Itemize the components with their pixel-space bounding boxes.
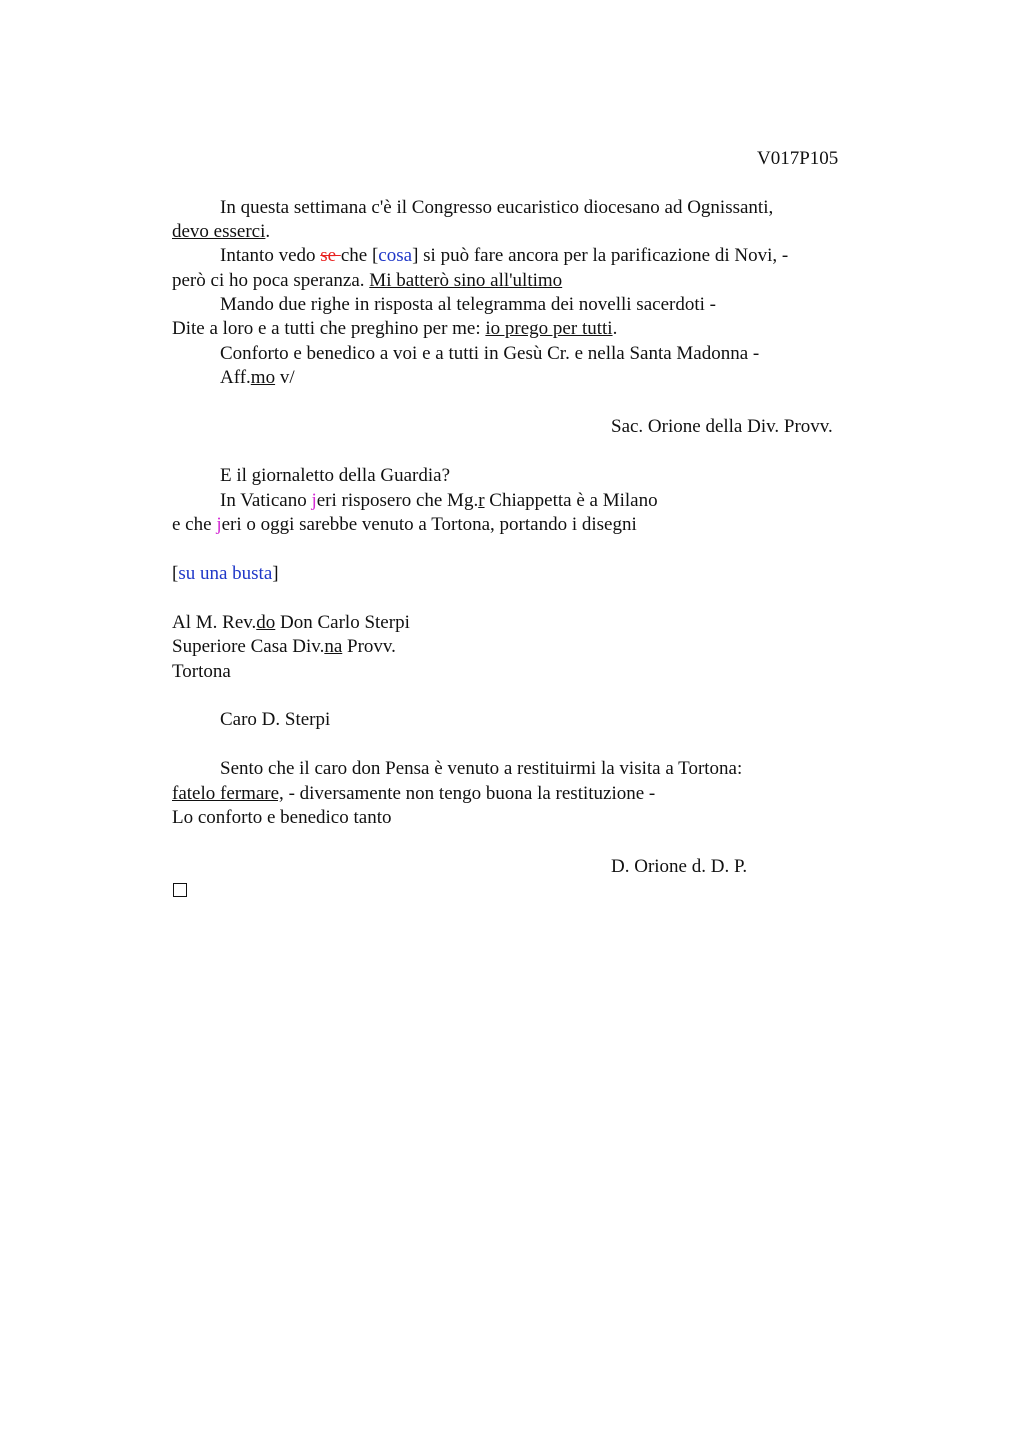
postscript-line3 (172, 513, 637, 537)
underlined-text: mo (250, 367, 276, 388)
text-segment: Aff. (220, 367, 251, 388)
letter1-line2 (172, 220, 270, 244)
letter1-line4 (172, 269, 562, 293)
highlighted-letter: j (216, 514, 222, 535)
text-segment: Dite a loro e a tutti che preghino per me: (172, 318, 486, 339)
bracket: [ (172, 563, 179, 584)
letter1-line3 (220, 244, 788, 268)
text-segment: Intanto vedo (220, 245, 321, 266)
deleted-text: se (320, 245, 341, 266)
text-segment: e che (172, 514, 217, 535)
underlined-text: na (324, 636, 343, 657)
letter2-line3: Lo conforto e benedico tanto (172, 807, 392, 828)
address-line3: Tortona (172, 661, 231, 682)
editorial-insertion: cosa (378, 245, 413, 266)
letter1-line6 (172, 317, 617, 341)
letter1-line7: Conforto e benedico a voi e a tutti in Gesù Cr. e nella Santa Madonna - (220, 343, 760, 364)
letter2-signature: D. Orione d. D. P. (611, 856, 748, 877)
letter1-line5: Mando due righe in risposta al telegramma dei novelli sacerdoti - (220, 294, 716, 315)
text-segment: però ci ho poca speranza. (172, 270, 370, 291)
bracket: ] (272, 563, 279, 584)
postscript-line2 (220, 489, 658, 513)
underlined-text: Mi batterò sino all'ultimo (369, 270, 563, 291)
letter2-salutation: Caro D. Sterpi (220, 709, 331, 730)
text-segment: eri o oggi sarebbe venuto a Tortona, portando i disegni (221, 514, 637, 535)
highlighted-letter: j (311, 490, 317, 511)
address-line2 (172, 635, 396, 659)
underlined-text: fatelo fermare, (172, 783, 284, 804)
address-line1 (172, 611, 410, 635)
text-segment: eri risposero che Mg. (316, 490, 479, 511)
text-segment: Don Carlo Sterpi (275, 612, 410, 633)
text-segment: Provv. (342, 636, 396, 657)
text-segment: v/ (275, 367, 295, 388)
text-segment: Superiore Casa Div. (172, 636, 325, 657)
underlined-text: devo esserci (172, 221, 266, 242)
editorial-note: su una busta (178, 563, 273, 584)
text-segment: Al M. Rev. (172, 612, 257, 633)
text-segment: In Vaticano (220, 490, 312, 511)
text-segment: . (612, 318, 618, 339)
empty-square-icon (173, 883, 187, 897)
underlined-text: io prego per tutti (485, 318, 613, 339)
text-segment: Chiappetta è a Milano (484, 490, 658, 511)
letter2-line2 (172, 782, 655, 806)
postscript-line1: E il giornaletto della Guardia? (220, 465, 451, 486)
text-segment: che [ (340, 245, 379, 266)
letter1-signature: Sac. Orione della Div. Provv. (611, 416, 833, 437)
letter2-line1: Sento che il caro don Pensa è venuto a restituirmi la visita a Tortona: (220, 758, 743, 779)
text-segment: - diversamente non tengo buona la restituzione - (283, 783, 656, 804)
envelope-note (172, 562, 279, 586)
text-segment: ] si può fare ancora per la parificazione di Novi, - (412, 245, 789, 266)
underlined-text: do (256, 612, 276, 633)
letter1-line8 (220, 366, 295, 390)
underlined-text: r (478, 490, 485, 511)
page-reference: V017P105 (757, 148, 839, 169)
letter1-line1: In questa settimana c'è il Congresso eucaristico diocesano ad Ognissanti, (220, 197, 774, 218)
text-segment: . (265, 221, 271, 242)
